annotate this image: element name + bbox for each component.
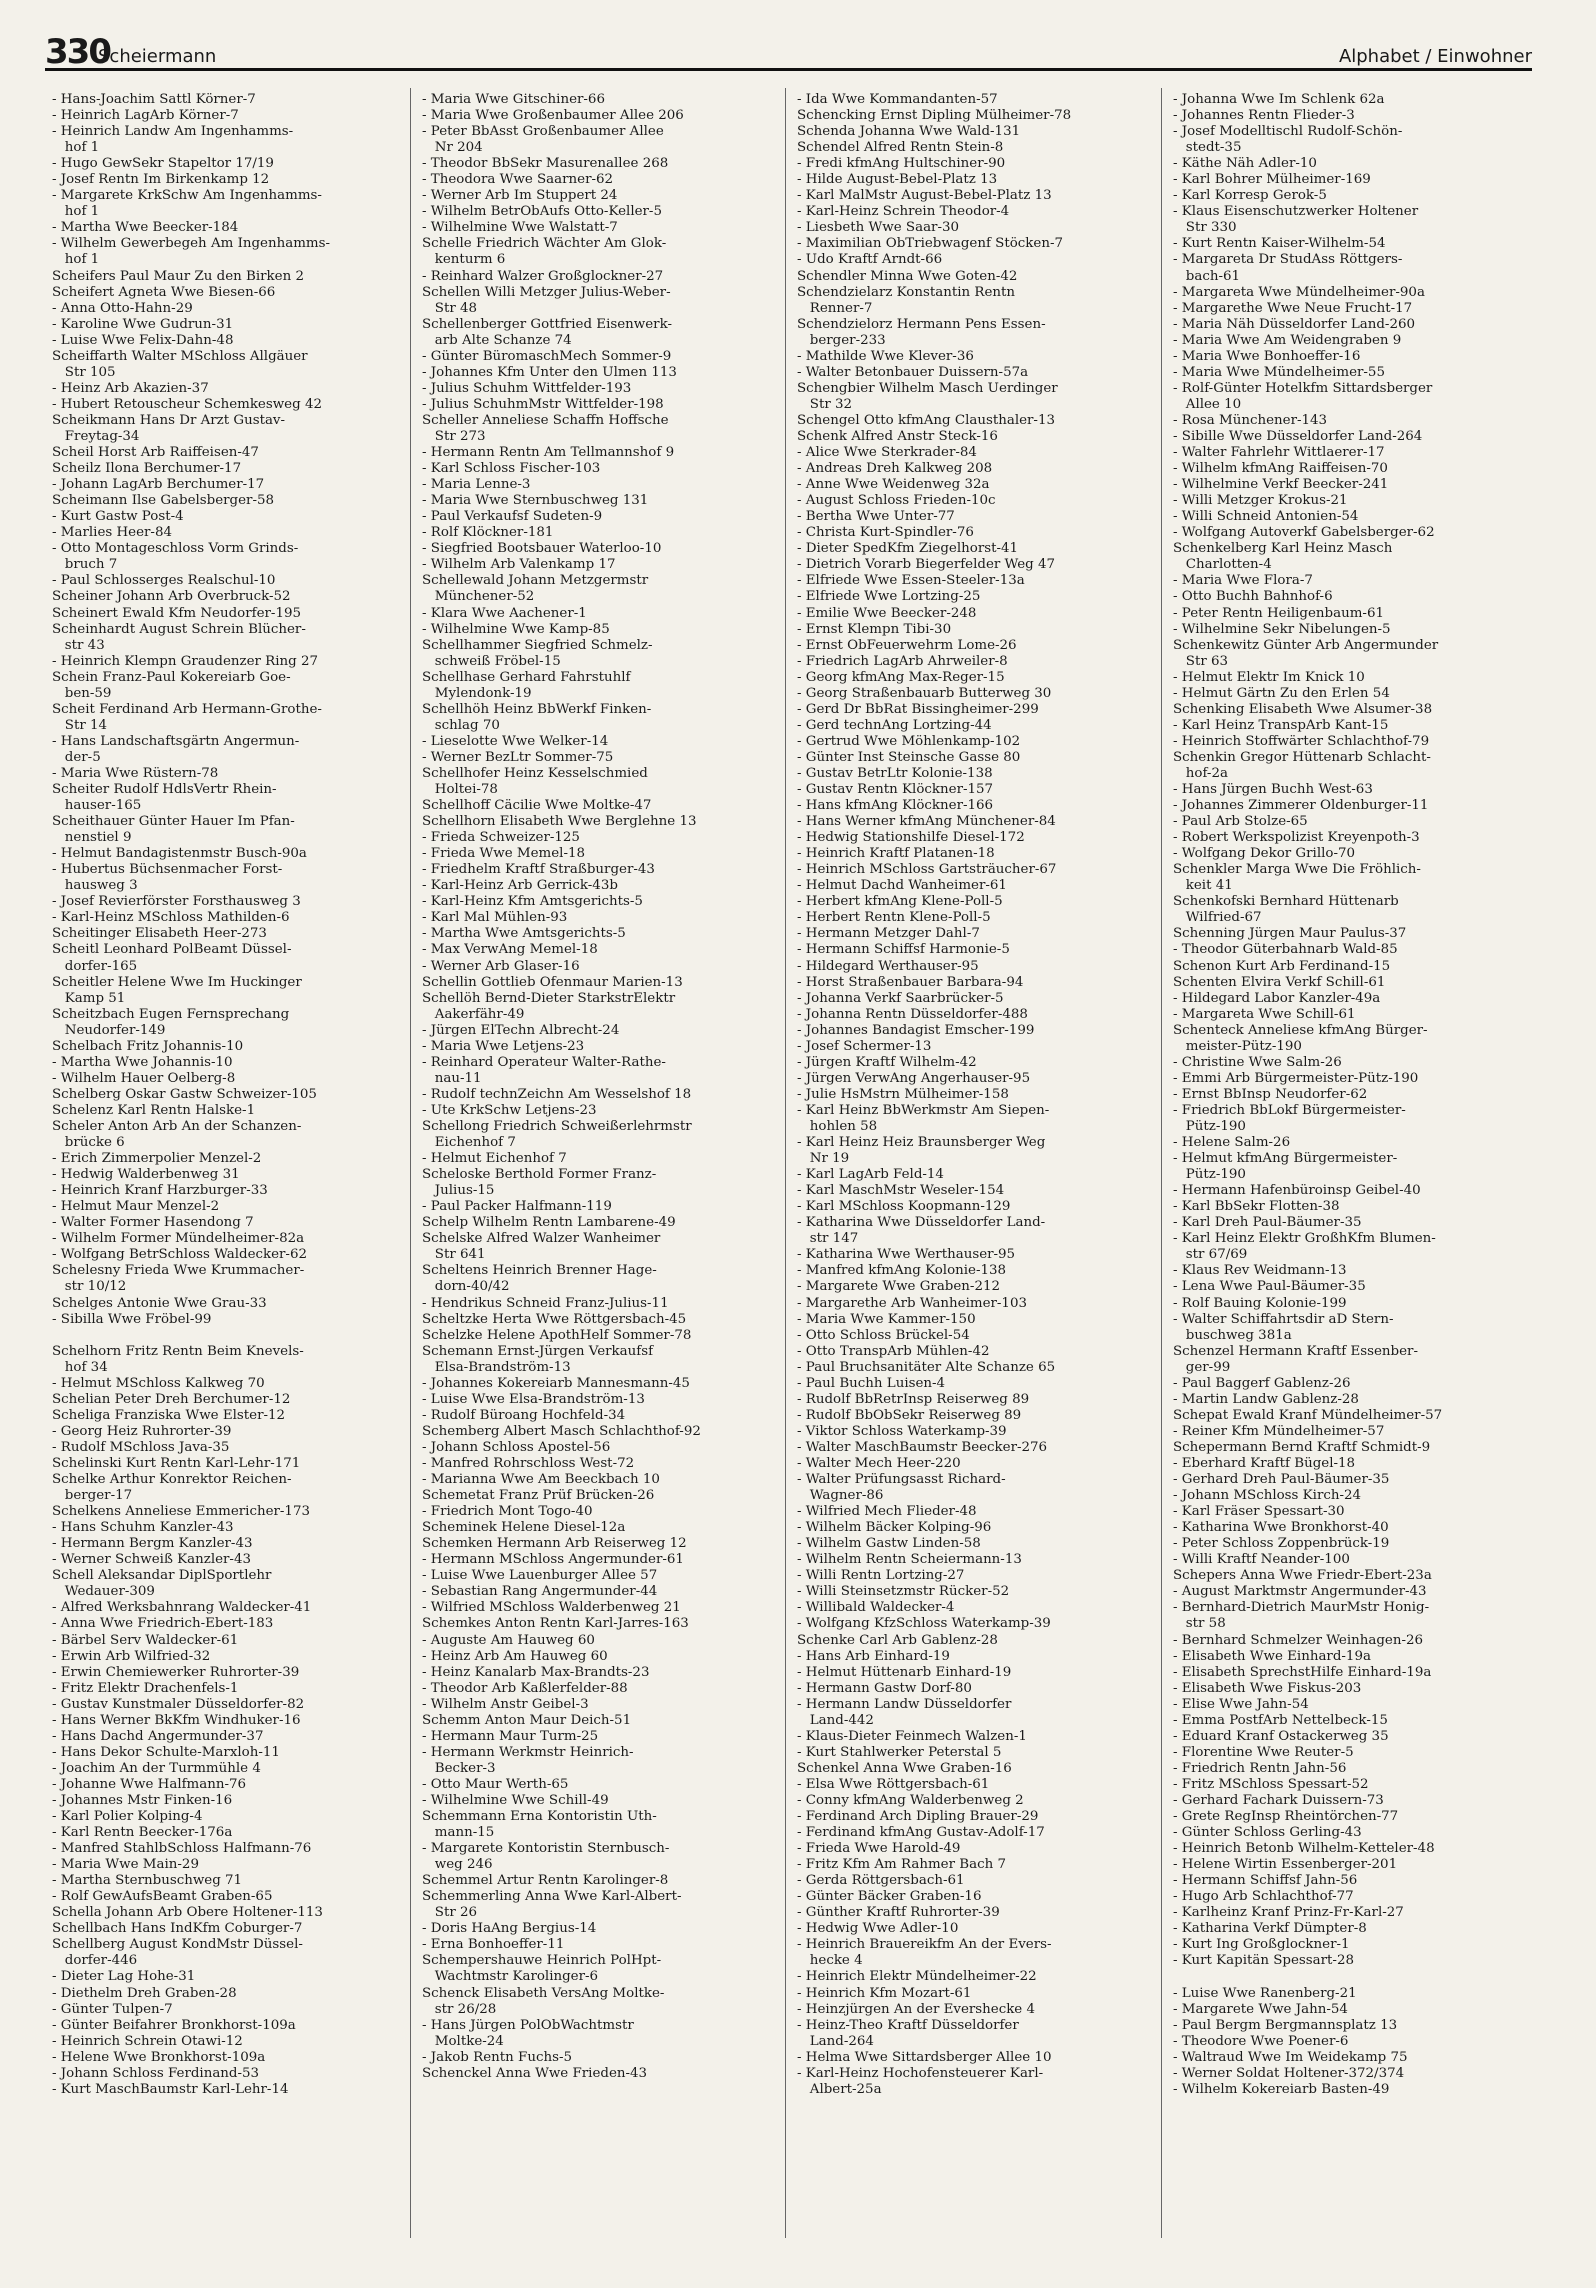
page-header (45, 32, 1532, 72)
column-divider (1161, 88, 1162, 2238)
directory-column-2: - Maria Wwe Gitschiner-66 - Maria Wwe Großenbaumer Allee 206 - Peter BbAsst Großenbaumer Allee Nr 204 - Theodor BbSekr Masurenallee 268 - Theodora Wwe Saarner-62 - Werner Arb Im Stuppert 24 - Wilhelm BetrObAufs Otto-Keller-5 - Wilhelmine Wwe Walstatt-7 Schelle Friedrich Wächter Am Glok- kenturm 6 - Reinhard Walzer Großglockner-27 Schellen Willi Metzger Julius-Weber- Str 48 Schellenberger Gottfried Eisenwerk- arb Alte Schanze 74 - Günter BüromaschMech Sommer-9 - Johannes Kfm Unter den Ulmen 113 - Julius Schuhm Wittfelder-193 - Julius SchuhmMstr Wittfelder-198 Scheller Anneliese Schaffn Hoffsche Str 273 - Hermann Rentn Am Tellmannshof 9 - Karl Schloss Fischer-103 - Maria Lenne-3 - Maria Wwe Sternbuschweg 131 - Paul Verkaufsf Sudeten-9 - Rolf Klöckner-181 - Siegfried Bootsbauer Waterloo-10 - Wilhelm Arb Valenkamp 17 Schellewald Johann Metzgermstr Münchener-52 - Klara Wwe Aachener-1 - Wilhelmine Wwe Kamp-85 Schellhammer Siegfried Schmelz- schweiß Fröbel-15 Schellhase Gerhard Fahrstuhlf Mylendonk-19 Schellhöh Heinz BbWerkf Finken- schlag 70 - Lieselotte Wwe Welker-14 - Werner BezLtr Sommer-75 Schellhofer Heinz Kesselschmied Holtei-78 Schellhoff Cäcilie Wwe Moltke-47 Schellhorn Elisabeth Wwe Berglehne 13 - Frieda Schweizer-125 - Frieda Wwe Memel-18 - Friedhelm Kraftf Straßburger-43 - Karl-Heinz Arb Gerrick-43b - Karl-Heinz Kfm Amtsgerichts-5 - Karl Mal Mühlen-93 - Martha Wwe Amtsgerichts-5 - Max VerwAng Memel-18 - Werner Arb Glaser-16 Schellin Gottlieb Ofenmaur Marien-13 Schellöh Bernd-Dieter StarkstrElektr Aakerfähr-49 - Jürgen ElTechn Albrecht-24 - Maria Wwe Letjens-23 - Reinhard Operateur Walter-Rathe- nau-11 - Rudolf technZeichn Am Wesselshof 18 - Ute KrkSchw Letjens-23 Schellong Friedrich Schweißerlehrmstr Eichenhof 7 - Helmut Eichenhof 7 Scheloske Berthold Former Franz- Julius-15 - Paul Packer Halfmann-119 Schelp Wilhelm Rentn Lambarene-49 Schelske Alfred Walzer Wanheimer Str 641 Scheltens Heinrich Brenner Hage- dorn-40/42 - Hendrikus Schneid Franz-Julius-11 Scheltzke Herta Wwe Röttgersbach-45 Schelzke Helene ApothHelf Sommer-78 Schemann Ernst-Jürgen Verkaufsf Elsa-Brandström-13 - Johannes Kokereiarb Mannesmann-45 - Luise Wwe Elsa-Brandström-13 - Rudolf Büroang Hochfeld-34 Schemberg Albert Masch Schlachthof-92 - Johann Schloss Apostel-56 - Manfred Rohrschloss West-72 - Marianna Wwe Am Beeckbach 10 Schemetat Franz Prüf Brücken-26 - Friedrich Mont Togo-40 Scheminek Helene Diesel-12a Schemken Hermann Arb Reiserweg 12 - Hermann MSchloss Angermunder-61 - Luise Wwe Lauenburger Allee 57 - Sebastian Rang Angermunder-44 - Wilfried MSchloss Walderbenweg 21 Schemkes Anton Rentn Karl-Jarres-163 - Auguste Am Hauweg 60 - Heinz Arb Am Hauweg 60 - Heinz Kanalarb Max-Brandts-23 - Theodor Arb Kaßlerfelder-88 - Wilhelm Anstr Geibel-3 Schemm Anton Maur Deich-51 - Hermann Maur Turm-25 - Hermann Werkmstr Heinrich- Becker-3 - Otto Maur Werth-65 - Wilhelmine Wwe Schill-49 Schemmann Erna Kontoristin Uth- mann-15 - Margarete Kontoristin Sternbusch- weg 246 Schemmel Artur Rentn Karolinger-8 Schemmerling Anna Wwe Karl-Albert- Str 26 - Doris HaAng Bergius-14 - Erna Bonhoeffer-11 Schempershauwe Heinrich PolHpt- Wachtmstr Karolinger-6 Schenck Elisabeth VersAng Moltke- str 26/28 - Hans Jürgen PolObWachtmstr Moltke-24 - Jakob Rentn Fuchs-5 Schenckel Anna Wwe Frieden-43 (422, 92, 701, 2081)
directory-column-1: - Hans-Joachim Sattl Körner-7 - Heinrich LagArb Körner-7 - Heinrich Landw Am Ingenhamms- hof 1 - Hugo GewSekr Stapeltor 17/19 - Josef Rentn Im Birkenkamp 12 - Margarete KrkSchw Am Ingenhamms- hof 1 - Martha Wwe Beecker-184 - Wilhelm Gewerbegeh Am Ingenhamms- hof 1 Scheifers Paul Maur Zu den Birken 2 Scheifert Agneta Wwe Biesen-66 - Anna Otto-Hahn-29 - Karoline Wwe Gudrun-31 - Luise Wwe Felix-Dahn-48 Scheiffarth Walter MSchloss Allgäuer Str 105 - Heinz Arb Akazien-37 - Hubert Retouscheur Schemkesweg 42 Scheikmann Hans Dr Arzt Gustav- Freytag-34 Scheil Horst Arb Raiffeisen-47 Scheilz Ilona Berchumer-17 - Johann LagArb Berchumer-17 Scheimann Ilse Gabelsberger-58 - Kurt Gastw Post-4 - Marlies Heer-84 - Otto Montageschloss Vorm Grinds- bruch 7 - Paul Schlosserges Realschul-10 Scheiner Johann Arb Overbruck-52 Scheinert Ewald Kfm Neudorfer-195 Scheinhardt August Schrein Blücher- str 43 - Heinrich Klempn Graudenzer Ring 27 Schein Franz-Paul Kokereiarb Goe- ben-59 Scheit Ferdinand Arb Hermann-Grothe- Str 14 - Hans Landschaftsgärtn Angermun- der-5 - Maria Wwe Rüstern-78 Scheiter Rudolf HdlsVertr Rhein- hauser-165 Scheithauer Günter Hauer Im Pfan- nenstiel 9 - Helmut Bandagistenmstr Busch-90a - Hubertus Büchsenmacher Forst- hausweg 3 - Josef Revierförster Forsthausweg 3 - Karl-Heinz MSchloss Mathilden-6 Scheitinger Elisabeth Heer-273 Scheitl Leonhard PolBeamt Düssel- dorfer-165 Scheitler Helene Wwe Im Huckinger Kamp 51 Scheitzbach Eugen Fernsprechang Neudorfer-149 Schelbach Fritz Johannis-10 - Martha Wwe Johannis-10 - Wilhelm Hauer Oelberg-8 Schelberg Oskar Gastw Schweizer-105 Schelenz Karl Rentn Halske-1 Scheler Anton Arb An der Schanzen- brücke 6 - Erich Zimmerpolier Menzel-2 - Hedwig Walderbenweg 31 - Heinrich Kranf Harzburger-33 - Helmut Maur Menzel-2 - Walter Former Hasendong 7 - Wilhelm Former Mündelheimer-82a - Wolfgang BetrSchloss Waldecker-62 Schelesny Frieda Wwe Krummacher- str 10/12 Schelges Antonie Wwe Grau-33 - Sibilla Wwe Fröbel-99 Schelhorn Fritz Rentn Beim Knevels- hof 34 - Helmut MSchloss Kalkweg 70 Schelian Peter Dreh Berchumer-12 Scheliga Franziska Wwe Elster-12 - Georg Heiz Ruhrorter-39 - Rudolf MSchloss Java-35 Schelinski Kurt Rentn Karl-Lehr-171 Schelke Arthur Konrektor Reichen- berger-17 Schelkens Anneliese Emmericher-173 - Hans Schuhm Kanzler-43 - Hermann Bergm Kanzler-43 - Werner Schweiß Kanzler-43 Schell Aleksandar DiplSportlehr Wedauer-309 - Alfred Werksbahnrang Waldecker-41 - Anna Wwe Friedrich-Ebert-183 - Bärbel Serv Waldecker-61 - Erwin Arb Wilfried-32 - Erwin Chemiewerker Ruhrorter-39 - Fritz Elektr Drachenfels-1 - Gustav Kunstmaler Düsseldorfer-82 - Hans Werner BkKfm Windhuker-16 - Hans Dachd Angermunder-37 - Hans Dekor Schulte-Marxloh-11 - Joachim An der Turmmühle 4 - Johanne Wwe Halfmann-76 - Johannes Mstr Finken-16 - Karl Polier Kolping-4 - Karl Rentn Beecker-176a - Manfred StahlbSchloss Halfmann-76 - Maria Wwe Main-29 - Martha Sternbuschweg 71 - Rolf GewAufsBeamt Graben-65 Schella Johann Arb Obere Holtener-113 Schellbach Hans IndKfm Coburger-7 Schellberg August KondMstr Düssel- dorfer-446 - Dieter Lag Hohe-31 - Diethelm Dreh Graben-28 - Günter Tulpen-7 - Günter Beifahrer Bronkhorst-109a - Heinrich Schrein Otawi-12 - Helene Wwe Bronkhorst-109a - Johann Schloss Ferdinand-53 - Kurt MaschBaumstr Karl-Lehr-14 (52, 92, 330, 2097)
running-head: Scheiermann (98, 46, 217, 67)
page-number: 330 (45, 32, 110, 72)
column-divider (410, 88, 411, 2238)
directory-column-4: - Johanna Wwe Im Schlenk 62a - Johannes Rentn Flieder-3 - Josef Modelltischl Rudolf-Schön- stedt-35 - Käthe Näh Adler-10 - Karl Bohrer Mülheimer-169 - Karl Korresp Gerok-5 - Klaus Eisenschutzwerker Holtener Str 330 - Kurt Rentn Kaiser-Wilhelm-54 - Margareta Dr StudAss Röttgers- bach-61 - Margareta Wwe Mündelheimer-90a - Margarethe Wwe Neue Frucht-17 - Maria Näh Düsseldorfer Land-260 - Maria Wwe Am Weidengraben 9 - Maria Wwe Bonhoeffer-16 - Maria Wwe Mündelheimer-55 - Rolf-Günter Hotelkfm Sittardsberger Allee 10 - Rosa Münchener-143 - Sibille Wwe Düsseldorfer Land-264 - Walter Fahrlehr Wittlaerer-17 - Wilhelm kfmAng Raiffeisen-70 - Wilhelmine Verkf Beecker-241 - Willi Metzger Krokus-21 - Willi Schneid Antonien-54 - Wolfgang Autoverkf Gabelsberger-62 Schenkelberg Karl Heinz Masch Charlotten-4 - Maria Wwe Flora-7 - Otto Buchh Bahnhof-6 - Peter Rentn Heiligenbaum-61 - Wilhelmine Sekr Nibelungen-5 Schenkewitz Günter Arb Angermunder Str 63 - Helmut Elektr Im Knick 10 - Helmut Gärtn Zu den Erlen 54 Schenking Elisabeth Wwe Alsumer-38 - Karl Heinz TranspArb Kant-15 - Heinrich Stoffwärter Schlachthof-79 Schenkin Gregor Hüttenarb Schlacht- hof-2a - Hans Jürgen Buchh West-63 - Johannes Zimmerer Oldenburger-11 - Paul Arb Stolze-65 - Robert Werkspolizist Kreyenpoth-3 - Wolfgang Dekor Grillo-70 Schenkler Marga Wwe Die Fröhlich- keit 41 Schenkofski Bernhard Hüttenarb Wilfried-67 Schenning Jürgen Maur Paulus-37 - Theodor Güterbahnarb Wald-85 Schenon Kurt Arb Ferdinand-15 Schenten Elvira Verkf Schill-61 - Hildegard Labor Kanzler-49a - Margareta Wwe Schill-61 Schenteck Anneliese kfmAng Bürger- meister-Pütz-190 - Christine Wwe Salm-26 - Emmi Arb Bürgermeister-Pütz-190 - Ernst BbInsp Neudorfer-62 - Friedrich BbLokf Bürgermeister- Pütz-190 - Helene Salm-26 - Helmut kfmAng Bürgermeister- Pütz-190 - Hermann Hafenbüroinsp Geibel-40 - Karl BbSekr Flotten-38 - Karl Dreh Paul-Bäumer-35 - Karl Heinz Elektr GroßhKfm Blumen- str 67/69 - Klaus Rev Weidmann-13 - Lena Wwe Paul-Bäumer-35 - Rolf Bauing Kolonie-199 - Walter Schiffahrtsdir aD Stern- buschweg 381a Schenzel Hermann Kraftf Essenber- ger-99 - Paul Baggerf Gablenz-26 - Martin Landw Gablenz-28 Schepat Ewald Kranf Mündelheimer-57 - Reiner Kfm Mündelheimer-57 Schepermann Bernd Kraftf Schmidt-9 - Eberhard Kraftf Bügel-18 - Gerhard Dreh Paul-Bäumer-35 - Johann MSchloss Kirch-24 - Karl Fräser Spessart-30 - Katharina Wwe Bronkhorst-40 - Peter Schloss Zoppenbrück-19 - Willi Kraftf Neander-100 Schepers Anna Wwe Friedr-Ebert-23a - August Marktmstr Angermunder-43 - Bernhard-Dietrich MaurMstr Honig- str 58 - Bernhard Schmelzer Weinhagen-26 - Elisabeth Wwe Einhard-19a - Elisabeth SprechstHilfe Einhard-19a - Elisabeth Wwe Fiskus-203 - Elise Wwe Jahn-54 - Emma PostfArb Nettelbeck-15 - Eduard Kranf Ostackerweg 35 - Florentine Wwe Reuter-5 - Friedrich Rentn Jahn-56 - Fritz MSchloss Spessart-52 - Gerhard Fachark Duissern-73 - Grete RegInsp Rheintörchen-77 - Günter Schloss Gerling-43 - Heinrich Betonb Wilhelm-Ketteler-48 - Helene Wirtin Essenberger-201 - Hermann Schiffsf Jahn-56 - Hugo Arb Schlachthof-77 - Karlheinz Kranf Prinz-Fr-Karl-27 - Katharina Verkf Dümpter-8 - Kurt Ing Großglockner-1 - Kurt Kapitän Spessart-28 - Luise Wwe Ranenberg-21 - Margarete Wwe Jahn-54 - Paul Bergm Bergmannsplatz 13 - Theodore Wwe Poener-6 - Waltraud Wwe Im Weidekamp 75 - Werner Soldat Holtener-372/374 - Wilhelm Kokereiarb Basten-49 (1173, 92, 1443, 2097)
directory-column-3: - Ida Wwe Kommandanten-57 Schencking Ernst Dipling Mülheimer-78 Schenda Johanna Wwe Wald-131 Schendel Alfred Rentn Stein-8 - Fredi kfmAng Hultschiner-90 - Hilde August-Bebel-Platz 13 - Karl MalMstr August-Bebel-Platz 13 - Karl-Heinz Schrein Theodor-4 - Liesbeth Wwe Saar-30 - Maximilian ObTriebwagenf Stöcken-7 - Udo Kraftf Arndt-66 Schendler Minna Wwe Goten-42 Schendzielarz Konstantin Rentn Renner-7 Schendzielorz Hermann Pens Essen- berger-233 - Mathilde Wwe Klever-36 - Walter Betonbauer Duissern-57a Schengbier Wilhelm Masch Uerdinger Str 32 Schengel Otto kfmAng Clausthaler-13 Schenk Alfred Anstr Steck-16 - Alice Wwe Sterkrader-84 - Andreas Dreh Kalkweg 208 - Anne Wwe Weidenweg 32a - August Schloss Frieden-10c - Bertha Wwe Unter-77 - Christa Kurt-Spindler-76 - Dieter SpedKfm Ziegelhorst-41 - Dietrich Vorarb Biegerfelder Weg 47 - Elfriede Wwe Essen-Steeler-13a - Elfriede Wwe Lortzing-25 - Emilie Wwe Beecker-248 - Ernst Klempn Tibi-30 - Ernst ObFeuerwehrm Lome-26 - Friedrich LagArb Ahrweiler-8 - Georg kfmAng Max-Reger-15 - Georg Straßenbauarb Butterweg 30 - Gerd Dr BbRat Bissingheimer-299 - Gerd technAng Lortzing-44 - Gertrud Wwe Möhlenkamp-102 - Günter Inst Steinsche Gasse 80 - Gustav BetrLtr Kolonie-138 - Gustav Rentn Klöckner-157 - Hans kfmAng Klöckner-166 - Hans Werner kfmAng Münchener-84 - Hedwig Stationshilfe Diesel-172 - Heinrich Kraftf Platanen-18 - Heinrich MSchloss Gartsträucher-67 - Helmut Dachd Wanheimer-61 - Herbert kfmAng Klene-Poll-5 - Herbert Rentn Klene-Poll-5 - Hermann Metzger Dahl-7 - Hermann Schiffsf Harmonie-5 - Hildegard Werthauser-95 - Horst Straßenbauer Barbara-94 - Johanna Verkf Saarbrücker-5 - Johanna Rentn Düsseldorfer-488 - Johannes Bandagist Emscher-199 - Josef Schermer-13 - Jürgen Kraftf Wilhelm-42 - Jürgen VerwAng Angerhauser-95 - Julie HsMstrn Mülheimer-158 - Karl Heinz BbWerkmstr Am Siepen- hohlen 58 - Karl Heinz Heiz Braunsberger Weg Nr 19 - Karl LagArb Feld-14 - Karl MaschMstr Weseler-154 - Karl MSchloss Koopmann-129 - Katharina Wwe Düsseldorfer Land- str 147 - Katharina Wwe Werthauser-95 - Manfred kfmAng Kolonie-138 - Margarete Wwe Graben-212 - Margarethe Arb Wanheimer-103 - Maria Wwe Kammer-150 - Otto Schloss Brückel-54 - Otto TranspArb Mühlen-42 - Paul Bruchsanitäter Alte Schanze 65 - Paul Buchh Luisen-4 - Rudolf BbRetrInsp Reiserweg 89 - Rudolf BbObSekr Reiserweg 89 - Viktor Schloss Waterkamp-39 - Walter MaschBaumstr Beecker-276 - Walter Mech Heer-220 - Walter Prüfungsasst Richard- Wagner-86 - Wilfried Mech Flieder-48 - Wilhelm Bäcker Kolping-96 - Wilhelm Gastw Linden-58 - Wilhelm Rentn Scheiermann-13 - Willi Rentn Lortzing-27 - Willi Steinsetzmstr Rücker-52 - Willibald Waldecker-4 - Wolfgang KfzSchloss Waterkamp-39 Schenke Carl Arb Gablenz-28 - Hans Arb Einhard-19 - Helmut Hüttenarb Einhard-19 - Hermann Gastw Dorf-80 - Hermann Landw Düsseldorfer Land-442 - Klaus-Dieter Feinmech Walzen-1 - Kurt Stahlwerker Peterstal 5 Schenkel Anna Wwe Graben-16 - Elsa Wwe Röttgersbach-61 - Conny kfmAng Walderbenweg 2 - Ferdinand Arch Dipling Brauer-29 - Ferdinand kfmAng Gustav-Adolf-17 - Frieda Wwe Harold-49 - Fritz Kfm Am Rahmer Bach 7 - Gerda Röttgersbach-61 - Günter Bäcker Graben-16 - Günther Kraftf Ruhrorter-39 - Hedwig Wwe Adler-10 - Heinrich Brauereikfm An der Evers- hecke 4 - Heinrich Elektr Mündelheimer-22 - Heinrich Kfm Mozart-61 - Heinzjürgen An der Evershecke 4 - Heinz-Theo Kraftf Düsseldorfer Land-264 - Helma Wwe Sittardsberger Allee 10 - Karl-Heinz Hochofensteuerer Karl- Albert-25a (797, 92, 1072, 2097)
section-title: Alphabet / Einwohner (1338, 46, 1532, 67)
column-divider (785, 88, 786, 2238)
